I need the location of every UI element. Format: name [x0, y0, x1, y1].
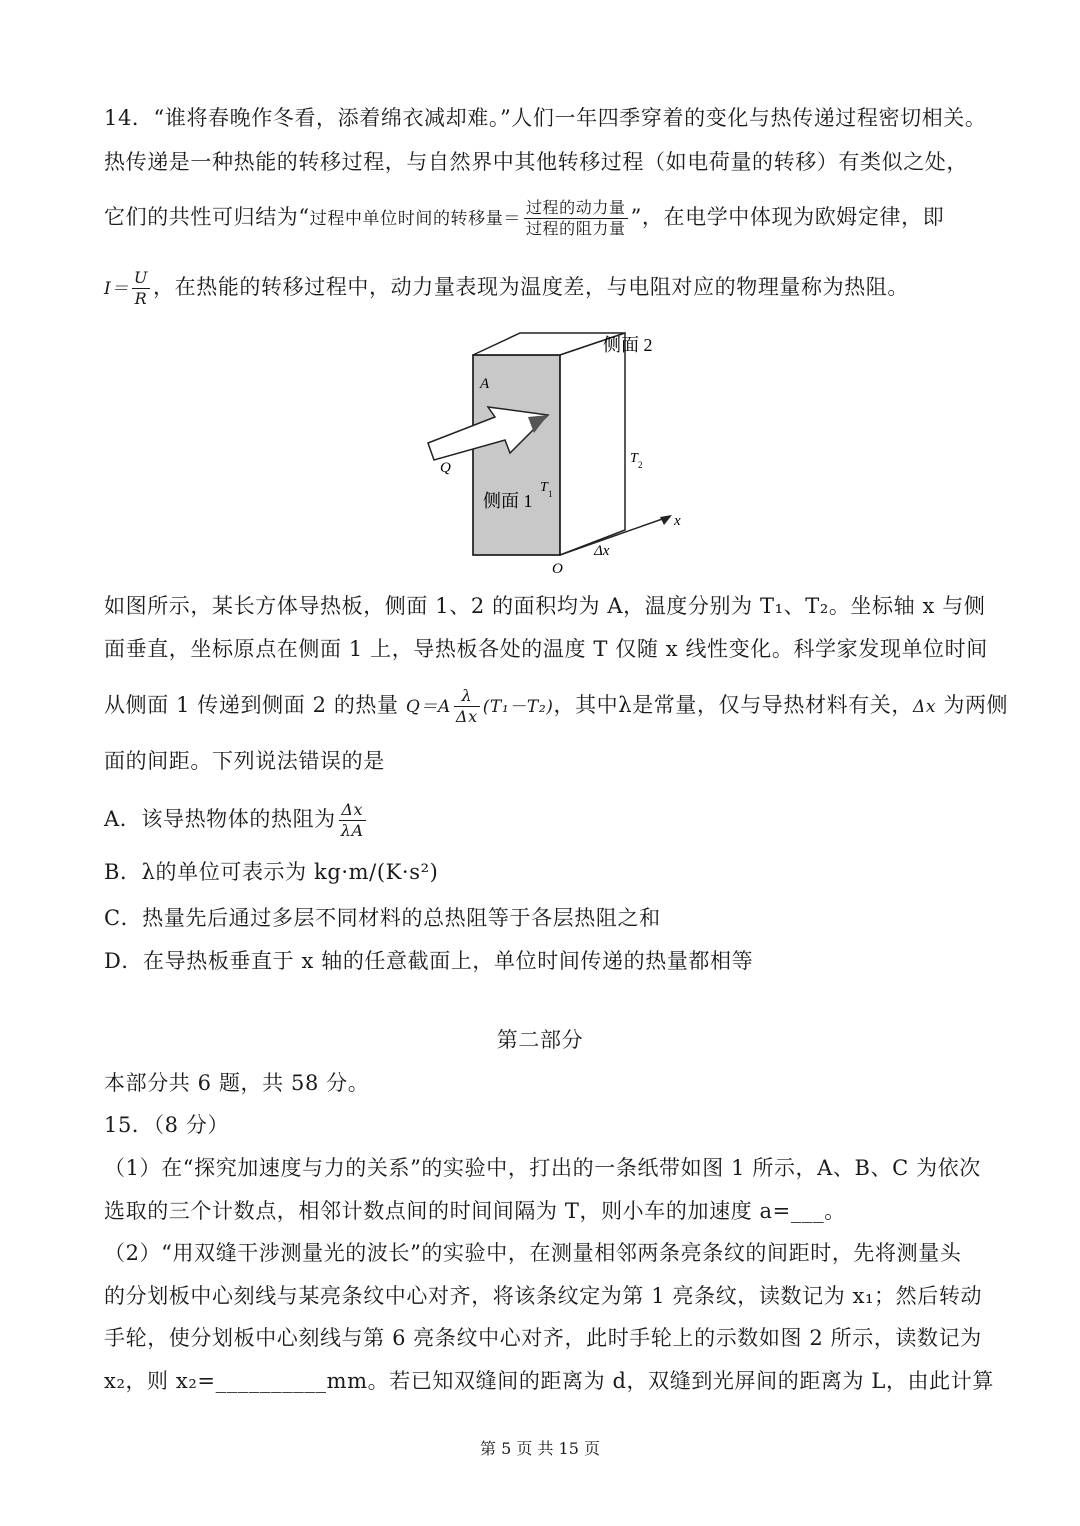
formula-lhs: 过程中单位时间的转移量＝: [309, 209, 521, 229]
page-footer: 第 5 页 共 15 页: [480, 1439, 600, 1458]
ohm-fraction: [132, 268, 150, 309]
q15-heading: 15．（8 分）: [104, 1113, 230, 1137]
area-label: A: [480, 376, 490, 392]
q15-1-line-1: （1）在“探究加速度与力的关系”的实验中，打出的一条纸带如图 1 所示，A、B、C 为依次: [104, 1156, 981, 1180]
t2-label: T: [630, 451, 638, 466]
heat-label: Q: [440, 460, 451, 476]
q14-para-3-post: ，其中λ是常量，仅与导热材料有关，: [553, 693, 913, 717]
heat-formula-fraction: [454, 686, 480, 727]
part-2-title: 第二部分: [496, 1028, 584, 1052]
q14-para-3: [104, 686, 1009, 727]
t2-subscript: 2: [638, 460, 643, 470]
formula-denominator: 过程的阻力量: [525, 219, 626, 238]
x-axis-arrowhead: [660, 515, 672, 525]
option-b: B．λ的单位可表示为 kg·m/(K·s²): [104, 860, 439, 884]
heat-formula-lhs: Q＝A: [405, 697, 451, 717]
heat-formula-rhs: (T₁－T₂): [482, 697, 554, 717]
ohm-numerator: U: [133, 268, 149, 287]
q14-line-4-post: ，在热能的转移过程中，动力量表现为温度差，与电阻对应的物理量称为热阻。: [153, 275, 910, 299]
q14-line-3: [104, 198, 984, 239]
ohm-denominator: R: [134, 289, 148, 308]
heat-conduction-figure: [410, 325, 700, 585]
q14-line-1: 14．“谁将春晚作冬看，添着绵衣减却难。”人们一年四季穿着的变化与热传递过程密切相关。: [104, 106, 987, 130]
origin-label: O: [552, 561, 563, 577]
t1-label: T: [540, 480, 548, 495]
q14-para-3-pre: 从侧面 1 传递到侧面 2 的热量: [104, 693, 406, 717]
q15-2-line-3: 手轮，使分划板中心刻线与第 6 亮条纹中心对齐，此时手轮上的示数如图 2 所示，读数记为: [104, 1326, 982, 1350]
q15-2-line-2: 的分划板中心刻线与某亮条纹中心对齐，将该条纹定为第 1 亮条纹，读数记为 x₁；然后转动: [104, 1284, 983, 1308]
option-a-numerator: Δx: [339, 800, 366, 821]
x-axis-label: x: [674, 513, 681, 529]
part-2-intro: 本部分共 6 题，共 58 分。: [104, 1071, 370, 1095]
q15-2-line-4: x₂，则 x₂=__________mm。若已知双缝间的距离为 d，双缝到光屏间的距离为 L，由此计算: [104, 1369, 994, 1393]
formula-fraction: [524, 198, 628, 239]
heat-formula-numerator: λ: [454, 686, 480, 707]
delta-x-label: Δx: [594, 543, 610, 559]
option-d: D．在导热板垂直于 x 轴的任意截面上，单位时间传递的热量都相等: [104, 949, 754, 973]
option-a: [104, 800, 984, 841]
side-2-label: 侧面 2: [603, 335, 653, 355]
q14-para-3-end: 为两侧: [936, 693, 1009, 717]
formula-numerator: 过程的动力量: [525, 198, 626, 217]
side-1-label: 侧面 1: [483, 491, 533, 511]
side-2-face: [560, 333, 625, 555]
q14-line-3-pre: 它们的共性可归结为“: [104, 205, 310, 229]
option-a-text: A．该导热物体的热阻为: [104, 807, 336, 831]
t1-subscript: 1: [548, 489, 553, 499]
ohm-lhs: I＝: [104, 279, 129, 299]
q14-line-2: 热传递是一种热能的转移过程，与自然界中其他转移过程（如电荷量的转移）有类似之处，: [104, 150, 968, 174]
option-c: C．热量先后通过多层不同材料的总热阻等于各层热阻之和: [104, 906, 661, 930]
q14-para-1: 如图所示，某长方体导热板，侧面 1、2 的面积均为 A，温度分别为 T₁、T₂。坐标轴 x 与侧: [104, 594, 986, 618]
option-a-denominator: λA: [340, 821, 364, 840]
q15-1-line-2: 选取的三个计数点，相邻计数点间的时间间隔为 T，则小车的加速度 a=___。: [104, 1199, 846, 1223]
heat-formula-denominator: Δx: [455, 707, 478, 726]
q14-para-4: 面的间距。下列说法错误的是: [104, 749, 385, 773]
q14-para-2: 面垂直，坐标原点在侧面 1 上，导热板各处的温度 T 仅随 x 线性变化。科学家发现单位时间: [104, 637, 988, 661]
option-a-fraction: [339, 800, 366, 841]
q14-line-3-post: ”，在电学中体现为欧姆定律，即: [630, 205, 945, 229]
q14-line-4: [104, 268, 984, 309]
delta-x-inline: Δx: [913, 697, 937, 717]
q15-2-line-1: （2）“用双缝干涉测量光的波长”的实验中，在测量相邻两条亮条纹的间距时，先将测量头: [104, 1241, 962, 1265]
